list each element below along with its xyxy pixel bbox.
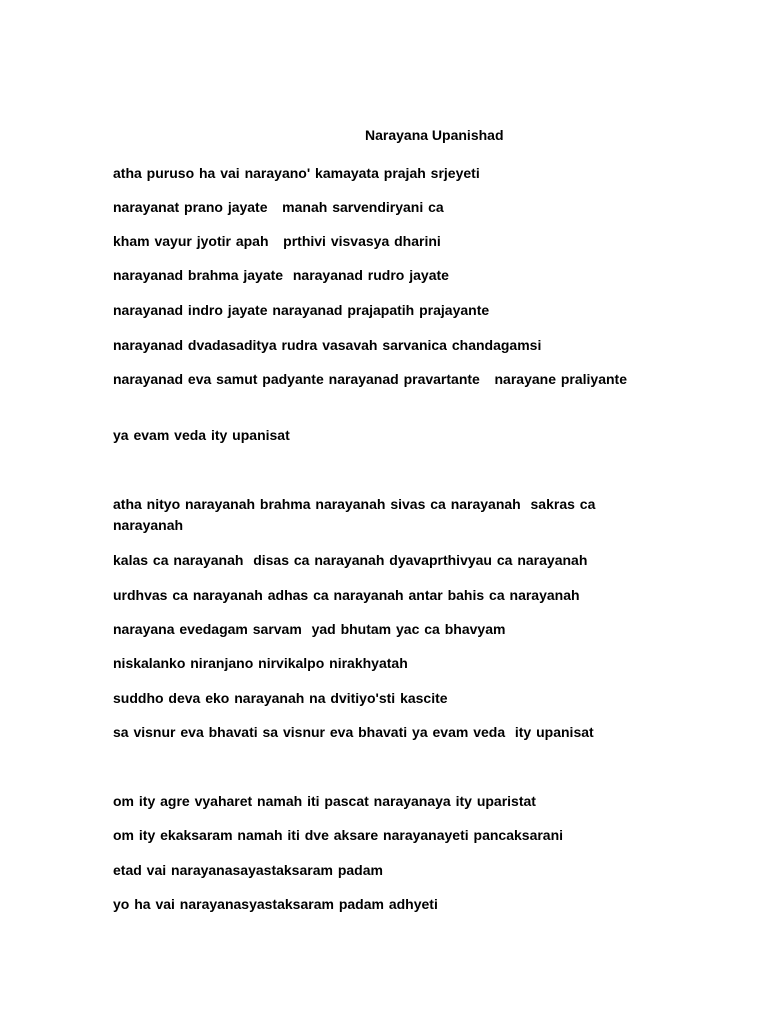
text-line: etad vai narayanasayastaksaram padam xyxy=(113,862,383,878)
text-line: kham vayur jyotir apah prthivi visvasya dharini xyxy=(113,233,441,249)
text-line: narayanad eva samut padyante narayanad pravartante narayane praliyante xyxy=(113,371,628,387)
text-line: ya evam veda ity upanisat xyxy=(113,427,290,443)
text-line: sa visnur eva bhavati sa visnur eva bhavati ya evam veda ity upanisat xyxy=(113,724,594,740)
text-line: narayanad indro jayate narayanad prajapatih prajayante xyxy=(113,302,490,318)
document-title: Narayana Upanishad xyxy=(365,127,504,143)
text-line: om ity agre vyaharet namah iti pascat narayanaya ity uparistat xyxy=(113,793,536,809)
text-line: om ity ekaksaram namah iti dve aksare narayanayeti pancaksarani xyxy=(113,827,564,843)
text-line: yo ha vai narayanasyastaksaram padam adhyeti xyxy=(113,896,438,912)
text-line: atha puruso ha vai narayano' kamayata prajah srjeyeti xyxy=(113,165,480,181)
text-line: suddho deva eko narayanah na dvitiyo'sti kascite xyxy=(113,690,448,706)
text-line: atha nityo narayanah brahma narayanah sivas ca narayanah sakras ca narayanah xyxy=(113,496,601,533)
text-line: urdhvas ca narayanah adhas ca narayanah antar bahis ca narayanah xyxy=(113,587,580,603)
text-line: narayanad brahma jayate narayanad rudro jayate xyxy=(113,267,449,283)
text-line: narayanat prano jayate manah sarvendiryani ca xyxy=(113,199,444,215)
text-line: narayana evedagam sarvam yad bhutam yac ca bhavyam xyxy=(113,621,506,637)
text-line: kalas ca narayanah disas ca narayanah dyavaprthivyau ca narayanah xyxy=(113,552,588,568)
text-line: narayanad dvadasaditya rudra vasavah sarvanica chandagamsi xyxy=(113,337,542,353)
text-line: niskalanko niranjano nirvikalpo nirakhyatah xyxy=(113,655,408,671)
